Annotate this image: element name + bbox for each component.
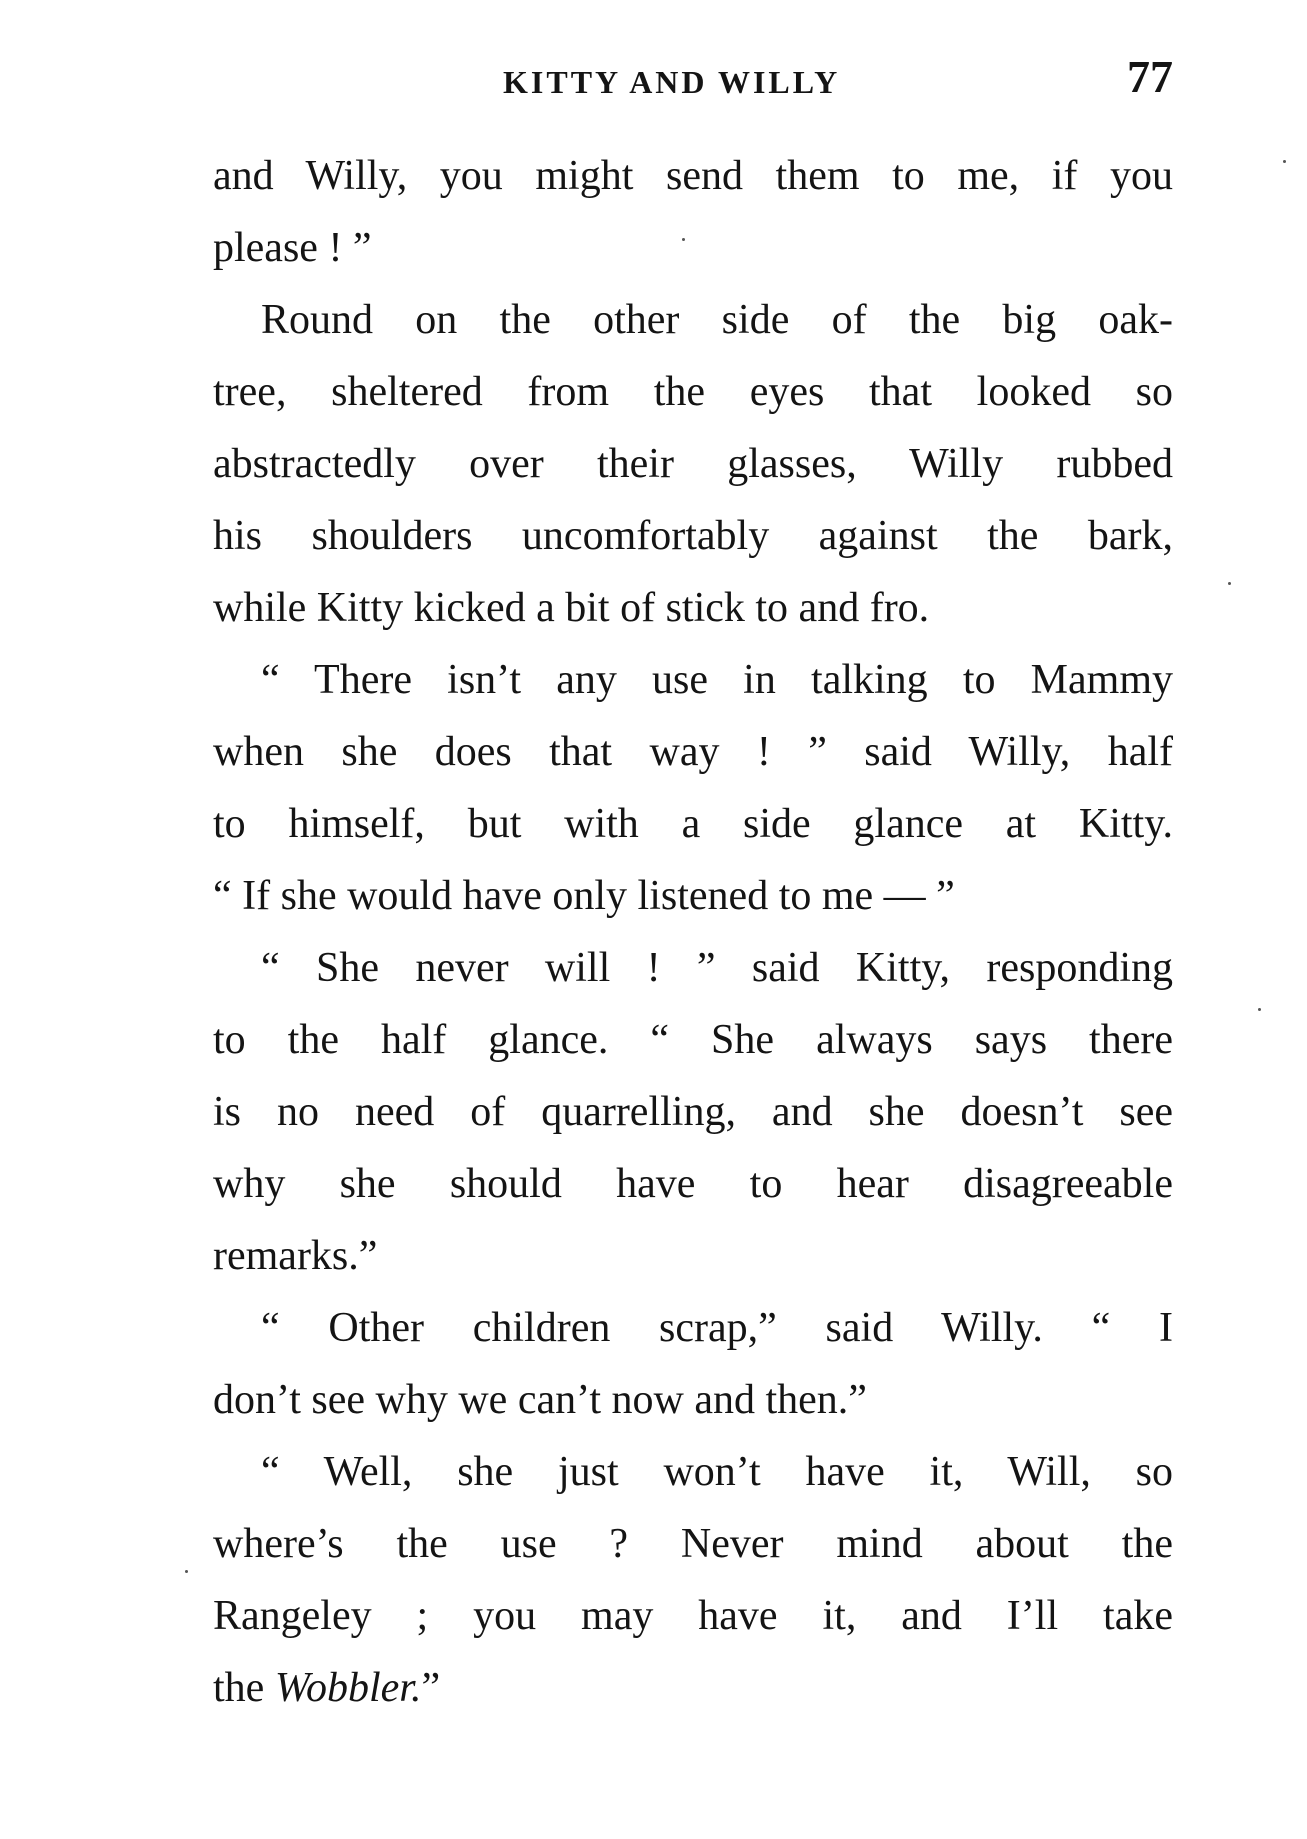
running-title: KITTY AND WILLY xyxy=(503,64,841,100)
text-line: “ If she would have only listened to me — ” xyxy=(213,873,955,919)
print-speck xyxy=(1283,160,1286,163)
final-text-line xyxy=(213,1652,1173,1724)
text-line: why she should have to hear disagreeable xyxy=(213,1161,1173,1207)
text-line: “ Well, she just won’t have it, Will, so xyxy=(261,1449,1173,1495)
text-line: “ There isn’t any use in talking to Mammy xyxy=(261,657,1173,703)
text-line: tree, sheltered from the eyes that looked so xyxy=(213,369,1173,415)
text-line: where’s the use ? Never mind about the xyxy=(213,1521,1173,1567)
running-head xyxy=(213,50,1173,110)
text-line: “ She never will ! ” said Kitty, responding xyxy=(261,945,1173,991)
print-speck xyxy=(1258,1008,1261,1011)
text-line: “ Other children scrap,” said Willy. “ I xyxy=(261,1305,1173,1351)
print-speck xyxy=(185,1570,188,1573)
text-line: remarks.” xyxy=(213,1233,378,1279)
print-speck xyxy=(682,238,685,241)
text-line: while Kitty kicked a bit of stick to and fro. xyxy=(213,585,930,631)
text-line: and Willy, you might send them to me, if you xyxy=(213,153,1173,199)
final-line-suffix: ” xyxy=(421,1665,441,1711)
text-line: when she does that way ! ” said Willy, half xyxy=(213,729,1173,775)
text-line: Round on the other side of the big oak- xyxy=(261,297,1173,343)
text-line: his shoulders uncomfortably against the bark, xyxy=(213,513,1173,559)
print-speck xyxy=(1228,582,1231,585)
text-line: Rangeley ; you may have it, and I’ll take xyxy=(213,1593,1173,1639)
page-number: 77 xyxy=(1127,51,1173,102)
final-line-prefix: the xyxy=(213,1665,275,1711)
text-line: please ! ” xyxy=(213,225,372,271)
text-line: don’t see why we can’t now and then.” xyxy=(213,1377,867,1423)
italic-title-wobbler: Wobbler. xyxy=(274,1665,422,1711)
text-line: to the half glance. “ She always says there xyxy=(213,1017,1173,1063)
text-line: is no need of quarrelling, and she doesn’t see xyxy=(213,1089,1173,1135)
text-line: abstractedly over their glasses, Willy rubbed xyxy=(213,441,1173,487)
body-text xyxy=(213,140,1173,1724)
text-line: to himself, but with a side glance at Kitty. xyxy=(213,801,1173,847)
